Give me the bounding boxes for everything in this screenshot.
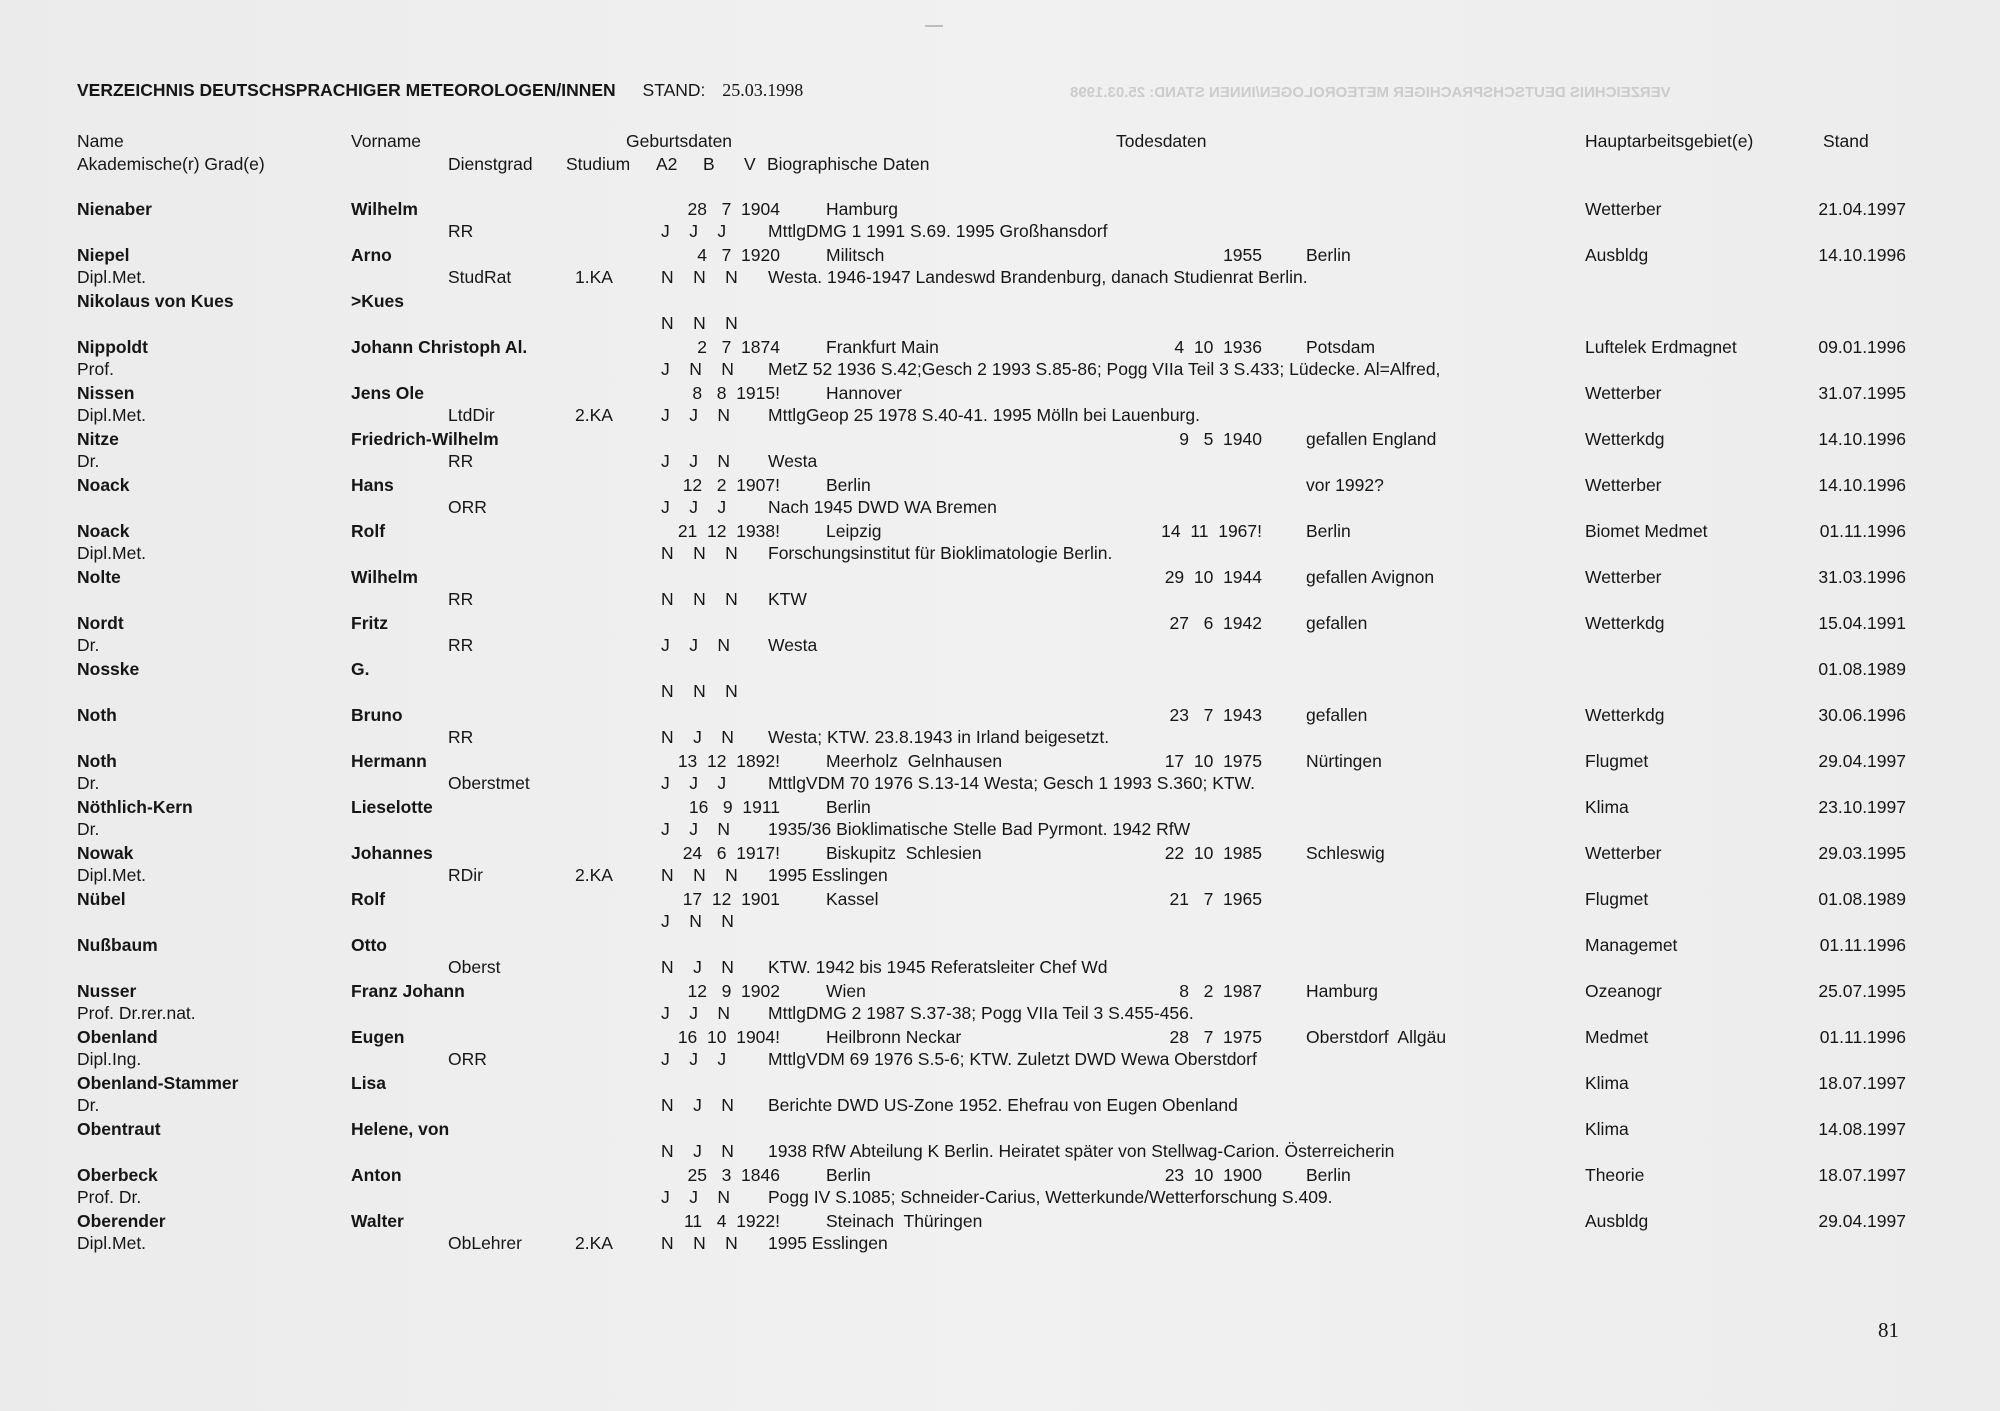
entry-name: Oberender — [77, 1211, 166, 1231]
entry-birthplace: Steinach Thüringen — [826, 1211, 983, 1231]
entry-name: Oberbeck — [77, 1165, 158, 1185]
stand-date: 25.03.1998 — [722, 80, 804, 100]
entry-birthplace: Heilbronn Neckar — [826, 1027, 962, 1047]
entry-flags: J J N — [661, 451, 731, 471]
entry-name: Nordt — [77, 613, 124, 633]
entry-vorname: Rolf — [351, 521, 386, 541]
entry-deathplace: gefallen Avignon — [1306, 567, 1435, 587]
entry-dienstgrad: StudRat — [448, 267, 512, 287]
entry-name: Noth — [77, 751, 117, 771]
entry-birth: 2 7 1874 — [697, 337, 780, 357]
header-hauptarbeitsgebiet: Hauptarbeitsgebiet(e) — [1585, 131, 1754, 151]
entry-field: Klima — [1585, 1119, 1629, 1139]
entry-name: Nöthlich-Kern — [77, 797, 193, 817]
entry-name: Obenland — [77, 1027, 158, 1047]
entry-death: 4 10 1936 — [1174, 337, 1262, 357]
header-geburtsdaten: Geburtsdaten — [626, 131, 733, 151]
entry-field: Luftelek Erdmagnet — [1585, 337, 1737, 357]
entry-death: 17 10 1975 — [1164, 751, 1262, 771]
entry-bio: 1995 Esslingen — [768, 1233, 888, 1253]
entry-vorname: Anton — [351, 1165, 402, 1185]
entry-birth: 21 12 1938! — [677, 521, 780, 541]
entry-birth: 8 8 1915! — [692, 383, 780, 403]
entry-stand: 25.07.1995 — [1818, 981, 1906, 1001]
entry-death: 9 5 1940 — [1179, 429, 1262, 449]
entry-bio: Westa; KTW. 23.8.1943 in Irland beigesetzt. — [768, 727, 1110, 747]
entry-dienstgrad: Oberst — [448, 957, 501, 977]
entry-studium: 1.KA — [575, 267, 613, 287]
entry-name: Nußbaum — [77, 935, 158, 955]
entry-field: Managemet — [1585, 935, 1678, 955]
entry-birth: 16 10 1904! — [677, 1027, 780, 1047]
entry-flags: J J J — [661, 221, 727, 241]
entry-flags: J J N — [661, 405, 731, 425]
entry-dienstgrad: RR — [448, 451, 474, 471]
entry-name: Nowak — [77, 843, 134, 863]
entry-stand: 09.01.1996 — [1818, 337, 1906, 357]
entry-stand: 29.04.1997 — [1818, 1211, 1906, 1231]
entry-vorname: Walter — [351, 1211, 404, 1231]
entry-flags: J J J — [661, 773, 727, 793]
entry-name: Noth — [77, 705, 117, 725]
entry-dienstgrad: RR — [448, 221, 474, 241]
entry-birthplace: Kassel — [826, 889, 879, 909]
entry-flags: N N N — [661, 589, 738, 609]
entry-birth: 24 6 1917! — [682, 843, 780, 863]
entry-vorname: Johann Christoph Al. — [351, 337, 528, 357]
header-grad: Akademische(r) Grad(e) — [77, 154, 265, 174]
entry-dienstgrad: ORR — [448, 497, 487, 517]
entry-vorname: Friedrich-Wilhelm — [351, 429, 499, 449]
entry-deathplace: Potsdam — [1306, 337, 1376, 357]
entry-field: Theorie — [1585, 1165, 1645, 1185]
entry-stand: 18.07.1997 — [1818, 1073, 1906, 1093]
entry-field: Wetterber — [1585, 199, 1662, 219]
entry-deathplace: Berlin — [1306, 245, 1351, 265]
entry-grad: Dr. — [77, 819, 100, 839]
entry-grad: Prof. — [77, 359, 114, 379]
entry-stand: 31.07.1995 — [1818, 383, 1906, 403]
entry-flags: N N N — [661, 865, 738, 885]
entry-grad: Dr. — [77, 451, 100, 471]
entry-field: Wetterber — [1585, 567, 1662, 587]
entry-field: Wetterber — [1585, 383, 1662, 403]
header-bio: Biographische Daten — [767, 154, 930, 174]
entry-vorname: Helene, von — [351, 1119, 450, 1139]
entry-grad: Dr. — [77, 773, 100, 793]
entry-deathplace: Nürtingen — [1306, 751, 1382, 771]
entry-deathplace: Schleswig — [1306, 843, 1385, 863]
entry-birth: 13 12 1892! — [677, 751, 780, 771]
entry-death: 23 10 1900 — [1164, 1165, 1262, 1185]
entry-flags: N J N — [661, 1141, 734, 1161]
entry-dienstgrad: RR — [448, 589, 474, 609]
entry-flags: N J N — [661, 727, 734, 747]
entry-field: Wetterkdg — [1585, 429, 1665, 449]
entry-name: Obenland-Stammer — [77, 1073, 239, 1093]
bleed-through-text: VERZEICHNIS DEUTSCHSPRACHIGER METEOROLOGEN/INNEN STAND: 25.03.1998 — [1070, 84, 1671, 101]
entry-deathplace: Hamburg — [1306, 981, 1378, 1001]
entry-field: Flugmet — [1585, 889, 1649, 909]
header-stand: Stand — [1823, 131, 1869, 151]
entry-vorname: Eugen — [351, 1027, 405, 1047]
document-title: VERZEICHNIS DEUTSCHSPRACHIGER METEOROLOGEN/INNEN — [77, 80, 616, 100]
entry-death: 23 7 1943 — [1169, 705, 1262, 725]
entry-bio: MttlgDMG 2 1987 S.37-38; Pogg VIIa Teil 3 S.455-456. — [768, 1003, 1194, 1023]
header-studium: Studium — [566, 154, 631, 174]
entry-field: Ausbldg — [1585, 245, 1649, 265]
entry-birth: 12 9 1902 — [687, 981, 780, 1001]
entry-stand: 14.10.1996 — [1818, 475, 1906, 495]
entry-deathplace: gefallen — [1306, 613, 1368, 633]
entry-studium: 2.KA — [575, 405, 613, 425]
entry-name: Nitze — [77, 429, 119, 449]
entry-field: Ozeanogr — [1585, 981, 1662, 1001]
header-b: B — [703, 154, 715, 174]
entry-deathplace: vor 1992? — [1306, 475, 1384, 495]
entry-field: Wetterkdg — [1585, 613, 1665, 633]
entry-vorname: >Kues — [351, 291, 405, 311]
entry-birthplace: Berlin — [826, 797, 871, 817]
entry-bio: 1935/36 Bioklimatische Stelle Bad Pyrmont. 1942 RfW — [768, 819, 1191, 839]
entry-bio: MttlgDMG 1 1991 S.69. 1995 Großhansdorf — [768, 221, 1108, 241]
entry-death: 27 6 1942 — [1169, 613, 1262, 633]
entry-vorname: Bruno — [351, 705, 403, 725]
entry-field: Wetterber — [1585, 475, 1662, 495]
entry-flags: N N N — [661, 313, 738, 333]
entry-flags: N N N — [661, 681, 738, 701]
entry-birth: 16 9 1911 — [688, 797, 780, 817]
entry-name: Nippoldt — [77, 337, 148, 357]
entry-deathplace: Oberstdorf Allgäu — [1306, 1027, 1447, 1047]
entry-name: Nosske — [77, 659, 140, 679]
entry-name: Nienaber — [77, 199, 152, 219]
entry-field: Biomet Medmet — [1585, 521, 1708, 541]
entry-stand: 21.04.1997 — [1818, 199, 1906, 219]
entry-death: 22 10 1985 — [1164, 843, 1262, 863]
entry-dienstgrad: ObLehrer — [448, 1233, 522, 1253]
entry-bio: KTW — [768, 589, 807, 609]
entry-birthplace: Hamburg — [826, 199, 898, 219]
entry-vorname: Arno — [351, 245, 392, 265]
entry-flags: N J N — [661, 957, 734, 977]
entry-stand: 14.08.1997 — [1818, 1119, 1906, 1139]
entry-bio: KTW. 1942 bis 1945 Referatsleiter Chef Wd — [768, 957, 1108, 977]
entry-field: Klima — [1585, 797, 1629, 817]
entry-bio: 1995 Esslingen — [768, 865, 888, 885]
entry-grad: Dipl.Met. — [77, 405, 147, 425]
entry-flags: J N N — [661, 359, 734, 379]
entry-vorname: Wilhelm — [351, 567, 418, 587]
entry-birthplace: Militsch — [826, 245, 885, 265]
entry-grad: Prof. Dr.rer.nat. — [77, 1003, 196, 1023]
entry-stand: 01.11.1996 — [1819, 935, 1906, 955]
entry-stand: 14.10.1996 — [1818, 245, 1906, 265]
entry-stand: 29.04.1997 — [1818, 751, 1906, 771]
entry-birth: 12 2 1907! — [682, 475, 780, 495]
entry-grad: Dr. — [77, 635, 100, 655]
entry-birthplace: Biskupitz Schlesien — [826, 843, 982, 863]
entry-field: Klima — [1585, 1073, 1629, 1093]
entry-dienstgrad: RDir — [448, 865, 483, 885]
entry-death: 28 7 1975 — [1169, 1027, 1262, 1047]
entry-flags: J J J — [661, 497, 727, 517]
entry-grad: Dipl.Met. — [77, 543, 147, 563]
entry-studium: 2.KA — [575, 865, 613, 885]
entry-dienstgrad: RR — [448, 727, 474, 747]
entry-bio: MttlgVDM 69 1976 S.5-6; KTW. Zuletzt DWD Wewa Oberstdorf — [768, 1049, 1257, 1069]
entry-bio: MttlgVDM 70 1976 S.13-14 Westa; Gesch 1 1993 S.360; KTW. — [768, 773, 1256, 793]
entry-stand: 30.06.1996 — [1818, 705, 1906, 725]
entry-death: 29 10 1944 — [1164, 567, 1262, 587]
entry-vorname: Jens Ole — [351, 383, 424, 403]
entry-name: Niepel — [77, 245, 130, 265]
entry-bio: Westa — [768, 635, 818, 655]
entry-birth: 17 12 1901 — [682, 889, 780, 909]
entry-name: Nikolaus von Kues — [77, 291, 234, 311]
entry-birthplace: Berlin — [826, 1165, 871, 1185]
entry-death: 14 11 1967! — [1161, 521, 1262, 541]
entry-grad: Dipl.Ing. — [77, 1049, 142, 1069]
entry-vorname: Lieselotte — [351, 797, 433, 817]
entry-bio: MttlgGeop 25 1978 S.40-41. 1995 Mölln bei Lauenburg. — [768, 405, 1200, 425]
entry-name: Nübel — [77, 889, 126, 909]
entry-grad: Dr. — [77, 1095, 100, 1115]
entry-dienstgrad: ORR — [448, 1049, 487, 1069]
entry-vorname: Wilhelm — [351, 199, 418, 219]
entry-stand: 01.08.1989 — [1818, 659, 1906, 679]
entry-flags: N N N — [661, 1233, 738, 1253]
entry-field: Wetterber — [1585, 843, 1662, 863]
entry-dienstgrad: Oberstmet — [448, 773, 530, 793]
entry-birthplace: Wien — [826, 981, 866, 1001]
entry-grad: Dipl.Met. — [77, 267, 147, 287]
stand-label: STAND: — [642, 80, 706, 100]
entry-bio: Westa — [768, 451, 818, 471]
document-heading — [77, 80, 803, 101]
entry-field: Ausbldg — [1585, 1211, 1649, 1231]
entry-stand: 18.07.1997 — [1818, 1165, 1906, 1185]
entry-vorname: Hans — [351, 475, 394, 495]
entry-dienstgrad: LtdDir — [448, 405, 495, 425]
entry-birth: 4 7 1920 — [697, 245, 780, 265]
entry-stand: 23.10.1997 — [1818, 797, 1906, 817]
entry-vorname: Franz Johann — [351, 981, 465, 1001]
header-a2: A2 — [656, 154, 678, 174]
entry-name: Nolte — [77, 567, 121, 587]
entry-stand: 01.11.1996 — [1819, 1027, 1906, 1047]
entry-bio: MetZ 52 1936 S.42;Gesch 2 1993 S.85-86; Pogg VIIa Teil 3 S.433; Lüdecke. Al=Alfred, — [768, 359, 1441, 379]
entry-stand: 14.10.1996 — [1818, 429, 1906, 449]
entry-birthplace: Frankfurt Main — [826, 337, 939, 357]
entry-bio: Nach 1945 DWD WA Bremen — [768, 497, 997, 517]
entry-death: 1955 — [1223, 245, 1262, 265]
entry-vorname: Johannes — [351, 843, 433, 863]
entry-death: 8 2 1987 — [1179, 981, 1262, 1001]
entry-flags: N N N — [661, 543, 738, 563]
entry-birthplace: Hannover — [826, 383, 902, 403]
entry-bio: Berichte DWD US-Zone 1952. Ehefrau von Eugen Obenland — [768, 1095, 1238, 1115]
entry-vorname: Fritz — [351, 613, 388, 633]
entry-birth: 25 3 1846 — [687, 1165, 780, 1185]
header-todesdaten: Todesdaten — [1116, 131, 1207, 151]
page-number: 81 — [1878, 1318, 1899, 1342]
header-v: V — [744, 154, 756, 174]
entry-field: Medmet — [1585, 1027, 1649, 1047]
entry-name: Nissen — [77, 383, 135, 403]
entry-flags: J J N — [661, 819, 731, 839]
entry-birthplace: Berlin — [826, 475, 871, 495]
entry-birth: 28 7 1904 — [687, 199, 780, 219]
entry-vorname: G. — [351, 659, 370, 679]
entry-vorname: Hermann — [351, 751, 427, 771]
entry-bio: 1938 RfW Abteilung K Berlin. Heiratet später von Stellwag-Carion. Österreicherin — [768, 1141, 1395, 1161]
entry-birthplace: Meerholz Gelnhausen — [826, 751, 1003, 771]
entry-deathplace: gefallen — [1306, 705, 1368, 725]
entry-field: Wetterkdg — [1585, 705, 1665, 725]
entry-stand: 01.11.1996 — [1819, 521, 1906, 541]
entry-vorname: Rolf — [351, 889, 386, 909]
entry-grad: Dipl.Met. — [77, 1233, 147, 1253]
scan-mark — [925, 25, 943, 27]
entry-flags: N J N — [661, 1095, 734, 1115]
entry-flags: J N N — [661, 911, 734, 931]
header-dienstgrad: Dienstgrad — [448, 154, 533, 174]
entry-deathplace: Berlin — [1306, 521, 1351, 541]
entry-deathplace: Berlin — [1306, 1165, 1351, 1185]
entry-bio: Forschungsinstitut für Bioklimatologie Berlin. — [768, 543, 1113, 563]
entry-stand: 15.04.1991 — [1818, 613, 1906, 633]
header-name: Name — [77, 131, 124, 151]
entry-bio: Westa. 1946-1947 Landeswd Brandenburg, danach Studienrat Berlin. — [768, 267, 1308, 287]
entry-flags: J J N — [661, 635, 731, 655]
entry-vorname: Otto — [351, 935, 387, 955]
entry-bio: Pogg IV S.1085; Schneider-Carius, Wetterkunde/Wetterforschung S.409. — [768, 1187, 1333, 1207]
entry-birthplace: Leipzig — [826, 521, 882, 541]
entry-name: Obentraut — [77, 1119, 161, 1139]
entry-dienstgrad: RR — [448, 635, 474, 655]
entry-vorname: Lisa — [351, 1073, 387, 1093]
entry-grad: Dipl.Met. — [77, 865, 147, 885]
entry-birth: 11 4 1922! — [683, 1211, 780, 1231]
entry-name: Noack — [77, 475, 130, 495]
entry-studium: 2.KA — [575, 1233, 613, 1253]
entry-flags: J J J — [661, 1049, 727, 1069]
entry-flags: J J N — [661, 1003, 731, 1023]
entry-stand: 29.03.1995 — [1818, 843, 1906, 863]
entry-field: Flugmet — [1585, 751, 1649, 771]
entry-name: Nusser — [77, 981, 137, 1001]
entry-stand: 31.03.1996 — [1818, 567, 1906, 587]
header-vorname: Vorname — [351, 131, 422, 151]
entry-name: Noack — [77, 521, 130, 541]
entry-flags: N N N — [661, 267, 738, 287]
entry-death: 21 7 1965 — [1169, 889, 1262, 909]
entry-deathplace: gefallen England — [1306, 429, 1437, 449]
entry-stand: 01.08.1989 — [1818, 889, 1906, 909]
entry-flags: J J N — [661, 1187, 731, 1207]
entry-grad: Prof. Dr. — [77, 1187, 142, 1207]
